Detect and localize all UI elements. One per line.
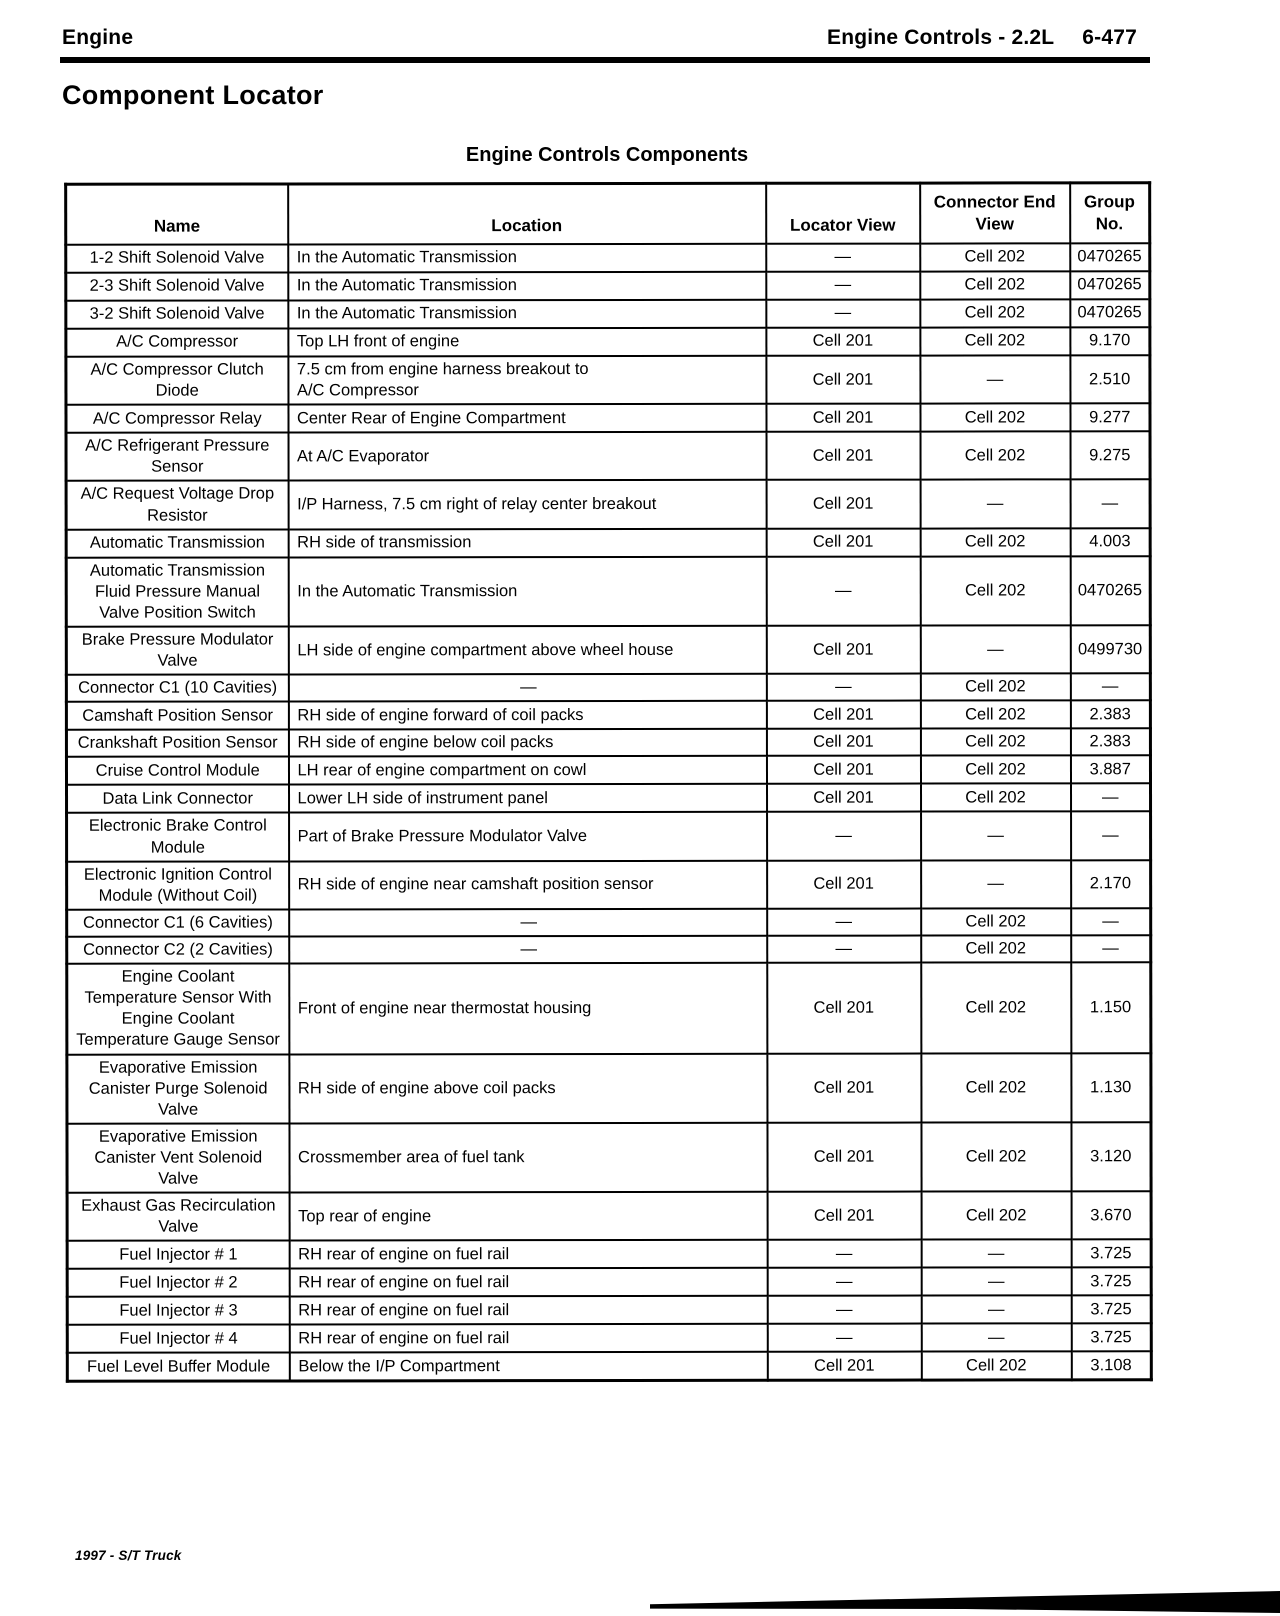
name-cell: Fuel Injector # 3 [67,1297,289,1325]
group-no-cell: 9.275 [1070,431,1150,479]
name-cell: Connector C2 (2 Cavities) [67,936,289,963]
locator-view-cell: — [767,812,921,860]
running-head-right [827,26,1137,50]
name-cell: Fuel Injector # 1 [67,1241,289,1269]
table-row [66,243,1150,273]
connector-end-view-cell: Cell 202 [921,1352,1071,1381]
table-row [66,327,1150,357]
group-no-cell: 3.887 [1070,756,1150,784]
name-cell: Crankshaft Position Sensor [66,730,288,757]
group-no-cell: 2.170 [1071,860,1151,908]
group-no-cell: 0470265 [1070,556,1150,625]
column-header-group-no: Group No. [1070,183,1150,244]
group-no-cell: — [1071,784,1151,812]
location-cell: Front of engine near thermostat housing [289,963,767,1054]
table-row [67,908,1151,937]
table-header [66,183,1150,245]
location-cell: — [288,674,766,702]
connector-end-view-cell: Cell 202 [920,756,1070,784]
locator-view-cell: Cell 201 [766,701,920,729]
group-no-cell: 9.277 [1070,403,1150,431]
connector-end-view-cell: Cell 202 [920,432,1070,480]
locator-view-cell: Cell 201 [766,626,920,674]
connector-end-view-cell: Cell 202 [921,784,1071,812]
connector-end-view-cell: Cell 202 [921,1122,1071,1192]
table-row [66,729,1150,758]
running-head-left: Engine [62,26,134,49]
connector-end-view-cell: Cell 202 [921,935,1071,962]
connector-end-view-cell: Cell 202 [921,1053,1071,1123]
locator-view-cell: Cell 201 [767,1352,921,1381]
name-cell: A/C Compressor Clutch Diode [66,356,288,405]
name-cell: Data Link Connector [67,785,289,813]
table-row [67,1268,1151,1298]
group-no-cell: 1.150 [1071,962,1151,1053]
group-no-cell: 0470265 [1070,243,1150,271]
connector-end-view-cell: — [921,1240,1071,1268]
name-cell: Automatic Transmission Fluid Pressure Manual Valve Position Switch [66,557,288,627]
locator-view-cell: Cell 201 [766,328,920,356]
group-no-cell: 2.383 [1070,701,1150,729]
location-cell: 7.5 cm from engine harness breakout to A/C Compressor [288,356,766,405]
locator-view-cell: Cell 201 [766,356,920,404]
connector-end-view-cell: Cell 202 [920,243,1070,271]
locator-view-cell: Cell 201 [766,729,920,756]
name-cell: Electronic Ignition Control Module (Without Coil) [67,861,289,910]
name-cell: Brake Pressure Modulator Valve [66,626,288,675]
location-cell: In the Automatic Transmission [288,272,766,301]
name-cell: Fuel Level Buffer Module [67,1353,289,1382]
location-cell: RH side of engine above coil packs [289,1053,767,1123]
column-header-locator-view: Locator View [766,183,920,244]
location-cell: Top LH front of engine [288,328,766,357]
connector-end-view-cell: Cell 202 [920,327,1070,355]
location-cell: Top rear of engine [289,1192,767,1241]
group-no-cell: 3.725 [1071,1268,1151,1296]
location-cell: — [289,909,767,937]
name-cell: Connector C1 (6 Cavities) [67,909,289,936]
table-row [67,935,1151,964]
table-title: Engine Controls Components [465,144,749,166]
table-row [67,962,1151,1054]
locator-view-cell: Cell 201 [766,480,920,528]
column-header-name: Name [66,184,288,245]
connector-end-view-cell: Cell 202 [920,556,1070,626]
locator-view-cell: Cell 201 [767,784,921,812]
table-body [66,243,1152,1381]
running-head [62,26,1137,50]
table-row [67,1296,1151,1326]
location-cell: In the Automatic Transmission [288,300,766,329]
table-row [67,1053,1151,1124]
group-no-cell: 3.120 [1071,1122,1151,1191]
table-row [66,673,1150,702]
table-row [67,784,1151,814]
location-cell: RH side of transmission [288,528,766,557]
locator-view-cell: — [766,300,920,328]
table-row [67,860,1151,910]
locator-view-cell: — [767,1296,921,1324]
connector-end-view-cell: — [921,1296,1071,1324]
location-cell: RH side of engine forward of coil packs [288,701,766,730]
location-cell: In the Automatic Transmission [288,556,766,626]
table-row [67,1324,1151,1354]
location-cell: Part of Brake Pressure Modulator Valve [289,812,767,861]
location-cell: I/P Harness, 7.5 cm right of relay center breakout [288,480,766,529]
table-row [67,812,1151,862]
name-cell: 2-3 Shift Solenoid Valve [66,272,288,300]
location-cell: Center Rear of Engine Compartment [288,404,766,433]
table-row [66,271,1150,301]
locator-view-cell: Cell 201 [766,756,920,784]
locator-view-cell: — [767,936,921,963]
name-cell: Exhaust Gas Recirculation Valve [67,1193,289,1242]
locator-view-cell: Cell 201 [767,1053,921,1123]
page-number: 6-477 [1082,26,1137,49]
connector-end-view-cell: Cell 202 [920,299,1070,327]
locator-view-cell: Cell 201 [767,1122,921,1192]
connector-end-view-cell: — [920,480,1070,528]
table-row [66,355,1150,405]
locator-view-cell: — [767,908,921,935]
name-cell: A/C Compressor Relay [66,405,288,433]
name-cell: Fuel Injector # 2 [67,1269,289,1297]
locator-view-cell: — [767,1324,921,1352]
connector-end-view-cell: Cell 202 [920,674,1070,701]
group-no-cell: 3.670 [1071,1191,1151,1239]
group-no-cell: 0499730 [1070,625,1150,673]
connector-end-view-cell: — [921,1324,1071,1352]
connector-end-view-cell: — [921,812,1071,860]
table-row [66,431,1150,481]
locator-view-cell: Cell 201 [767,1192,921,1240]
name-cell: A/C Refrigerant Pressure Sensor [66,433,288,482]
locator-view-cell: Cell 201 [766,404,920,432]
location-cell: RH side of engine near camshaft position sensor [289,860,767,909]
table-row [66,528,1150,558]
locator-view-cell: — [766,556,920,626]
location-cell: Lower LH side of instrument panel [289,784,767,813]
column-header-location: Location [288,183,766,244]
name-cell: 1-2 Shift Solenoid Valve [66,244,288,272]
group-no-cell: 2.510 [1070,355,1150,403]
name-cell: Camshaft Position Sensor [66,702,288,730]
name-cell: Fuel Injector # 4 [67,1325,289,1353]
table-row [67,1191,1151,1241]
locator-view-cell: — [767,1268,921,1296]
location-cell: LH side of engine compartment above wheel house [288,626,766,675]
connector-end-view-cell: — [921,860,1071,908]
locator-view-cell: — [766,244,920,272]
group-no-cell: 9.170 [1070,327,1150,355]
connector-end-view-cell: Cell 202 [920,404,1070,432]
column-header-connector-end-view: Connector End View [920,183,1070,244]
group-no-cell: — [1071,908,1151,935]
locator-view-cell: Cell 201 [766,432,920,480]
location-cell: RH rear of engine on fuel rail [289,1324,767,1353]
name-cell: Cruise Control Module [66,757,288,785]
connector-end-view-cell: Cell 202 [920,271,1070,299]
name-cell: Electronic Brake Control Module [67,813,289,862]
connector-end-view-cell: Cell 202 [921,908,1071,935]
group-no-cell: 3.725 [1071,1296,1151,1324]
name-cell: Automatic Transmission [66,529,288,557]
table-row [66,556,1150,627]
connector-end-view-cell: Cell 202 [920,701,1070,729]
location-cell: RH rear of engine on fuel rail [289,1240,767,1269]
table-row [66,480,1150,530]
name-cell: Evaporative Emission Canister Purge Solenoid Valve [67,1054,289,1124]
table-row [67,1352,1151,1382]
group-no-cell: 2.383 [1070,729,1150,756]
name-cell: A/C Request Voltage Drop Resistor [66,481,288,530]
location-cell: — [289,936,767,964]
group-no-cell: 3.108 [1071,1352,1151,1381]
locator-view-cell: Cell 201 [766,528,920,556]
locator-view-cell: Cell 201 [767,963,921,1054]
group-no-cell: 3.725 [1071,1324,1151,1352]
table-row [67,1122,1151,1193]
table-row [66,625,1150,675]
group-no-cell: 4.003 [1070,528,1150,556]
name-cell: 3-2 Shift Solenoid Valve [66,300,288,328]
connector-end-view-cell: — [920,355,1070,403]
location-cell: RH side of engine below coil packs [288,729,766,757]
connector-end-view-cell: Cell 202 [920,528,1070,556]
location-cell: At A/C Evaporator [288,432,766,481]
group-no-cell: — [1070,480,1150,528]
name-cell: A/C Compressor [66,328,288,356]
name-cell: Engine Coolant Temperature Sensor With Engine Coolant Temperature Gauge Sensor [67,964,289,1055]
connector-end-view-cell: — [921,1268,1071,1296]
name-cell: Connector C1 (10 Cavities) [66,675,288,702]
header-rule [60,57,1150,63]
table-row [66,701,1150,731]
location-cell: RH rear of engine on fuel rail [289,1296,767,1325]
group-no-cell: 1.130 [1071,1053,1151,1122]
component-locator-table [64,181,1153,1383]
group-no-cell: 0470265 [1070,299,1150,327]
table-row [66,403,1150,433]
locator-view-cell: Cell 201 [767,860,921,908]
location-cell: Crossmember area of fuel tank [289,1123,767,1193]
group-no-cell: — [1071,812,1151,860]
name-cell: Evaporative Emission Canister Vent Solenoid Valve [67,1123,289,1193]
location-cell: In the Automatic Transmission [288,244,766,273]
locator-view-cell: — [766,272,920,300]
group-no-cell: — [1070,673,1150,700]
group-no-cell: — [1071,935,1151,962]
connector-end-view-cell: Cell 202 [921,1192,1071,1240]
group-no-cell: 3.725 [1071,1240,1151,1268]
location-cell: LH rear of engine compartment on cowl [288,756,766,785]
connector-end-view-cell: Cell 202 [920,729,1070,756]
connector-end-view-cell: — [920,625,1070,673]
running-head-section: Engine Controls - 2.2L [827,26,1055,49]
page-footer: 1997 - S/T Truck [75,1548,182,1563]
locator-view-cell: — [766,674,920,701]
table-header-row [66,183,1150,245]
location-cell: Below the I/P Compartment [289,1352,767,1381]
locator-view-cell: — [767,1240,921,1268]
location-cell: RH rear of engine on fuel rail [289,1268,767,1297]
table-row [67,1240,1151,1270]
connector-end-view-cell: Cell 202 [921,962,1071,1053]
table-row [66,756,1150,786]
table-row [66,299,1150,329]
scan-artifact-bar [650,1591,1280,1613]
section-title: Component Locator [62,80,324,110]
group-no-cell: 0470265 [1070,271,1150,299]
